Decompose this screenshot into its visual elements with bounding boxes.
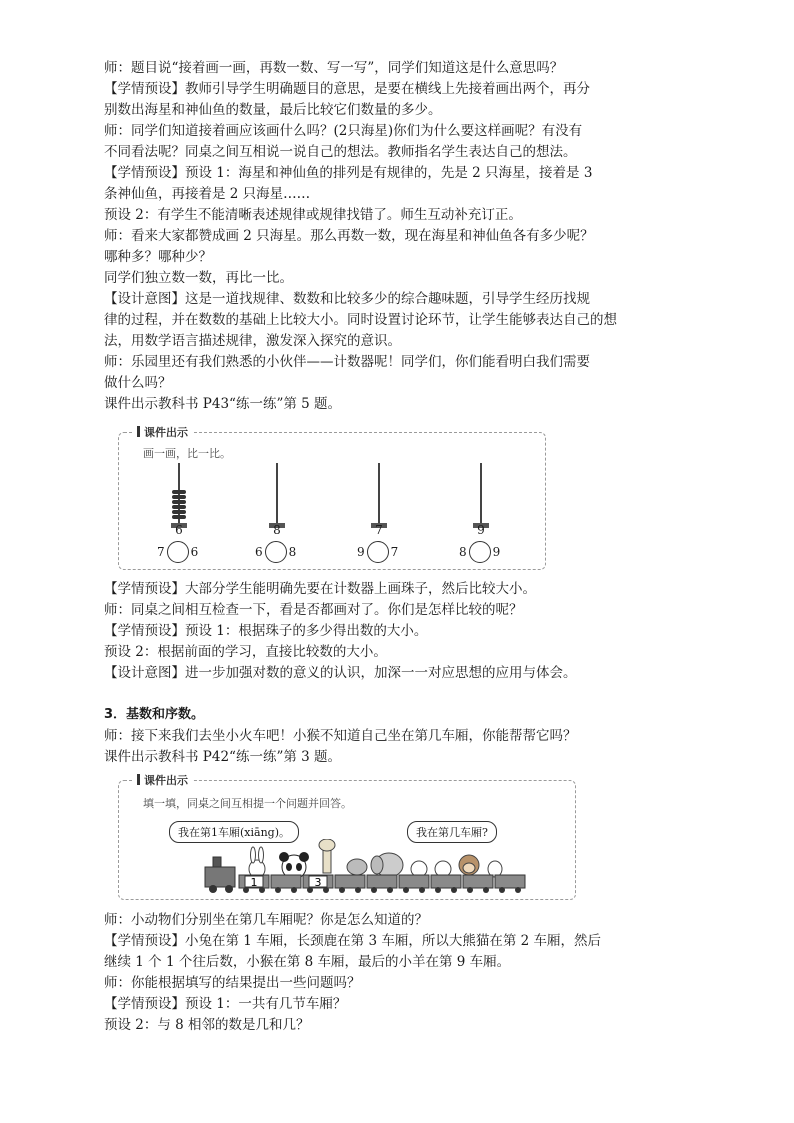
box-instruction: 填一填，同桌之间互相提一个问题并回答。 bbox=[143, 797, 352, 810]
courseware-box-abacus bbox=[118, 426, 546, 570]
paragraph-line: 【学情预设】预设 1：海星和神仙鱼的排列是有规律的，先是 2 只海星，接着是 3 bbox=[104, 165, 593, 181]
elephant-icon bbox=[371, 853, 403, 877]
compare-left: 6 bbox=[255, 545, 263, 559]
paragraph-line: 师：题目说“接着画一画，再数一数、写一写”，同学们知道这是什么意思吗？ bbox=[104, 60, 564, 76]
paragraph-line: 法，用数学语言描述规律，激发深入探究的意识。 bbox=[104, 333, 401, 349]
section-heading: 3．基数和序数。 bbox=[104, 707, 205, 722]
compare-right: 6 bbox=[190, 545, 199, 559]
paragraph-line: 【学情预设】预设 1：根据珠子的多少得出数的大小。 bbox=[104, 623, 428, 639]
car-number: 1 bbox=[250, 876, 258, 889]
compare-circle[interactable] bbox=[367, 541, 389, 563]
compare-circle[interactable] bbox=[265, 541, 287, 563]
giraffe-icon bbox=[319, 839, 335, 873]
paragraph-line: 课件出示教科书 P42“练一练”第 3 题。 bbox=[104, 749, 342, 765]
compare-left: 8 bbox=[459, 545, 467, 559]
compare-left: 9 bbox=[357, 545, 365, 559]
compare-item bbox=[357, 541, 398, 563]
compare-circle[interactable] bbox=[167, 541, 189, 563]
paragraph-line: 课件出示教科书 P43“练一练”第 5 题。 bbox=[104, 396, 342, 412]
paragraph-line: 师：同学们知道接着画应该画什么吗？(2只海星)你们为什么要这样画呢？有没有 bbox=[104, 123, 583, 139]
paragraph-line: 【学情预设】预设 1：一共有几节车厢？ bbox=[104, 996, 347, 1012]
paragraph-line: 【学情预设】大部分学生能明确先要在计数器上画珠子，然后比较大小。 bbox=[104, 581, 536, 597]
car-number: 3 bbox=[314, 876, 322, 889]
abacus-value: 6 bbox=[175, 523, 183, 537]
compare-right: 8 bbox=[288, 545, 297, 559]
monkey-icon bbox=[459, 855, 479, 875]
compare-right: 9 bbox=[492, 545, 501, 559]
paragraph-line: 【学情预设】教师引导学生明确题目的意思，是要在横线上先接着画出两个，再分 bbox=[104, 81, 590, 97]
paragraph-line: 做什么吗？ bbox=[104, 375, 172, 391]
train-illustration bbox=[199, 839, 529, 895]
locomotive-icon bbox=[205, 857, 235, 893]
paragraph-line: 哪种多？哪种少？ bbox=[104, 249, 212, 265]
abacus-value: 9 bbox=[477, 523, 485, 537]
compare-item bbox=[459, 541, 500, 563]
paragraph-line: 【设计意图】这是一道找规律、数数和比较多少的综合趣味题，引导学生经历找规 bbox=[104, 291, 590, 307]
abacus-value: 8 bbox=[273, 523, 281, 537]
courseware-box-train bbox=[118, 774, 576, 900]
paragraph-line: 师：看来大家都赞成画 2 只海星。那么再数一数，现在海星和神仙鱼各有多少呢？ bbox=[104, 228, 594, 244]
box-label: 课件出示 bbox=[133, 772, 192, 788]
speech-bubble-monkey: 我在第几车厢? bbox=[407, 821, 497, 843]
compare-item bbox=[255, 541, 296, 563]
paragraph-line: 律的过程，并在数数的基础上比较大小。同时设置讨论环节，让学生能够表达自己的想 bbox=[104, 312, 617, 328]
paragraph-line: 【设计意图】进一步加强对数的意义的认识，加深一一对应思想的应用与体会。 bbox=[104, 665, 577, 681]
abacus-value: 7 bbox=[375, 523, 383, 537]
compare-item bbox=[157, 541, 198, 563]
paragraph-line: 预设 2：根据前面的学习，直接比较数的大小。 bbox=[104, 644, 387, 660]
paragraph-line: 预设 2：与 8 相邻的数是几和几？ bbox=[104, 1017, 310, 1033]
paragraph-line: 师：你能根据填写的结果提出一些问题吗？ bbox=[104, 975, 361, 991]
paragraph-line: 【学情预设】小兔在第 1 车厢，长颈鹿在第 3 车厢，所以大熊猫在第 2 车厢，然后 bbox=[104, 933, 602, 949]
horse-icon bbox=[347, 859, 367, 875]
compare-left: 7 bbox=[157, 545, 165, 559]
paragraph-line: 不同看法呢？同桌之间互相说一说自己的想法。教师指名学生表达自己的想法。 bbox=[104, 144, 577, 160]
box-instruction: 画一画，比一比。 bbox=[143, 447, 231, 460]
rabbit-icon bbox=[249, 847, 265, 878]
paragraph-line: 别数出海星和神仙鱼的数量，最后比较它们数量的多少。 bbox=[104, 102, 442, 118]
paragraph-line: 继续 1 个 1 个往后数，小猴在第 8 车厢，最后的小羊在第 9 车厢。 bbox=[104, 954, 511, 970]
box-label: 课件出示 bbox=[133, 424, 192, 440]
speech-bubble-rabbit: 我在第1车厢(xiāng)。 bbox=[169, 821, 299, 843]
compare-right: 7 bbox=[390, 545, 399, 559]
paragraph-line: 师：小动物们分别坐在第几车厢呢？你是怎么知道的？ bbox=[104, 912, 428, 928]
compare-circle[interactable] bbox=[469, 541, 491, 563]
paragraph-line: 同学们独立数一数，再比一比。 bbox=[104, 270, 293, 286]
paragraph-line: 师：乐园里还有我们熟悉的小伙伴——计数器呢！同学们，你们能看明白我们需要 bbox=[104, 354, 590, 370]
paragraph-line: 师：接下来我们去坐小火车吧！小猴不知道自己坐在第几车厢，你能帮帮它吗？ bbox=[104, 728, 577, 744]
paragraph-line: 预设 2：有学生不能清晰表述规律或规律找错了。师生互动补充订正。 bbox=[104, 207, 522, 223]
paragraph-line: 条神仙鱼，再接着是 2 只海星…… bbox=[104, 186, 311, 202]
paragraph-line: 师：同桌之间相互检查一下，看是否都画对了。你们是怎样比较的呢？ bbox=[104, 602, 523, 618]
